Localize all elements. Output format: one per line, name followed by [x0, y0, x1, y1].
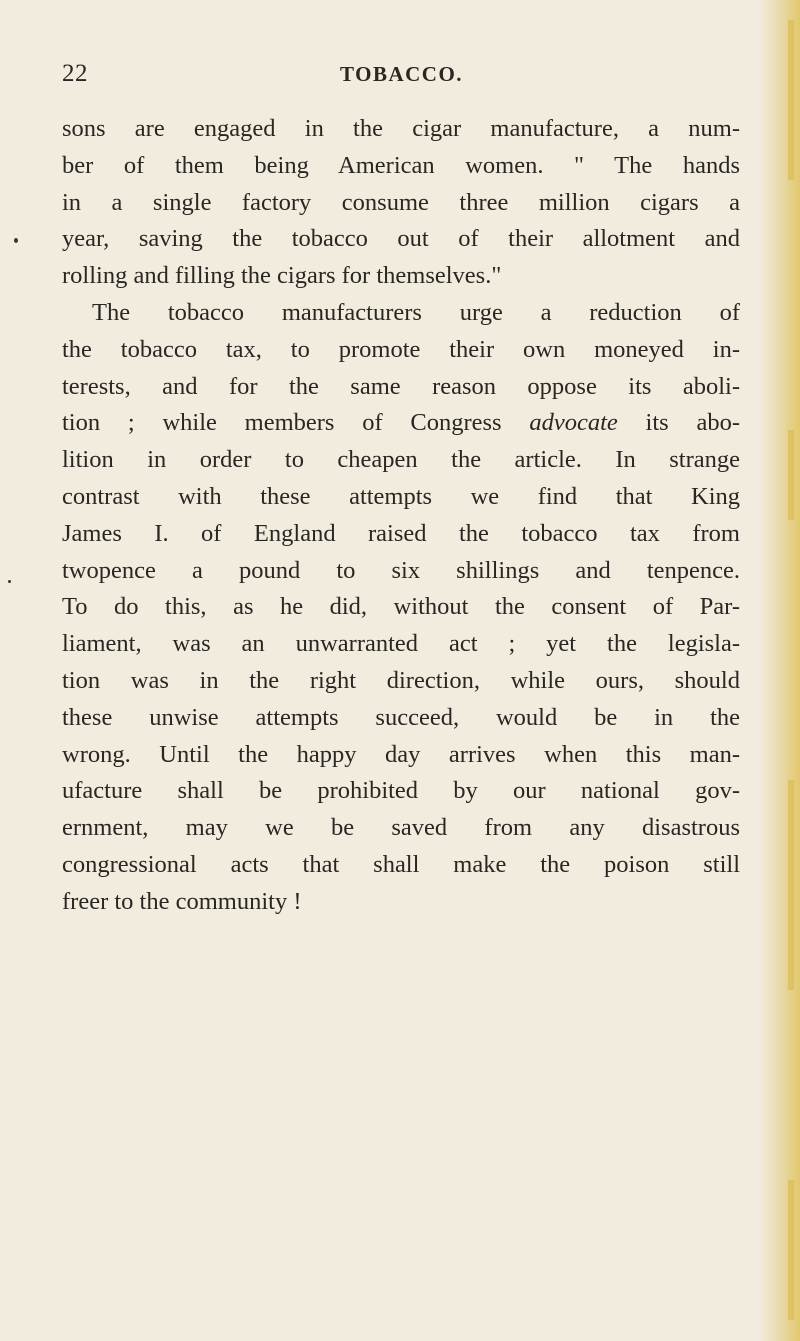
text-line: ufacture shall be prohibited by our national gov- — [62, 777, 740, 805]
text-line: ernment, may we be saved from any disastrous — [62, 814, 740, 842]
margin-speck — [14, 238, 18, 243]
text-line: year, saving the tobacco out of their allotment and — [62, 225, 740, 253]
page-header — [62, 60, 742, 90]
page-edge-stain — [788, 1180, 794, 1320]
page-edge-stain — [788, 430, 794, 520]
text-line: James I. of England raised the tobacco tax from — [62, 519, 740, 547]
text-line: these unwise attempts succeed, would be in the — [62, 703, 740, 731]
text-line: the tobacco tax, to promote their own moneyed in- — [62, 335, 740, 363]
text-line: The tobacco manufacturers urge a reduction of — [92, 298, 740, 326]
text-line: tion was in the right direction, while ours, should — [62, 666, 740, 694]
text-line: liament, was an unwarranted act ; yet the legisla- — [62, 630, 740, 658]
text-line: sons are engaged in the cigar manufacture, a num- — [62, 115, 740, 142]
text-line: contrast with these attempts we find that King — [62, 482, 740, 510]
body-text — [62, 111, 740, 921]
text-segment: its abo- — [645, 409, 740, 437]
text-line: lition in order to cheapen the article. In strange — [62, 446, 740, 474]
text-line: rolling and filling the cigars for themselves." — [62, 262, 502, 290]
text-line: in a single factory consume three million cigars a — [62, 188, 740, 216]
text-line: freer to the community ! — [62, 887, 302, 915]
page-number: 22 — [62, 60, 88, 87]
text-segment: tion ; while members of Congress — [62, 409, 502, 437]
page-edge-discoloration — [758, 0, 800, 1341]
margin-speck — [8, 580, 11, 583]
text-line: To do this, as he did, without the consent of Par- — [62, 593, 740, 621]
text-line: ber of them being American women. " The hands — [62, 151, 740, 179]
text-line: twopence a pound to six shillings and tenpence. — [62, 556, 740, 584]
text-line: terests, and for the same reason oppose its aboli- — [62, 372, 740, 400]
text-line: congressional acts that shall make the poison still — [62, 850, 740, 878]
text-line-with-emphasis — [62, 405, 740, 442]
emphasized-word: advocate — [529, 409, 618, 437]
text-line: wrong. Until the happy day arrives when this man- — [62, 740, 740, 768]
page-edge-stain — [788, 20, 794, 180]
page-edge-stain — [788, 780, 794, 990]
running-head: TOBACCO. — [340, 62, 464, 86]
